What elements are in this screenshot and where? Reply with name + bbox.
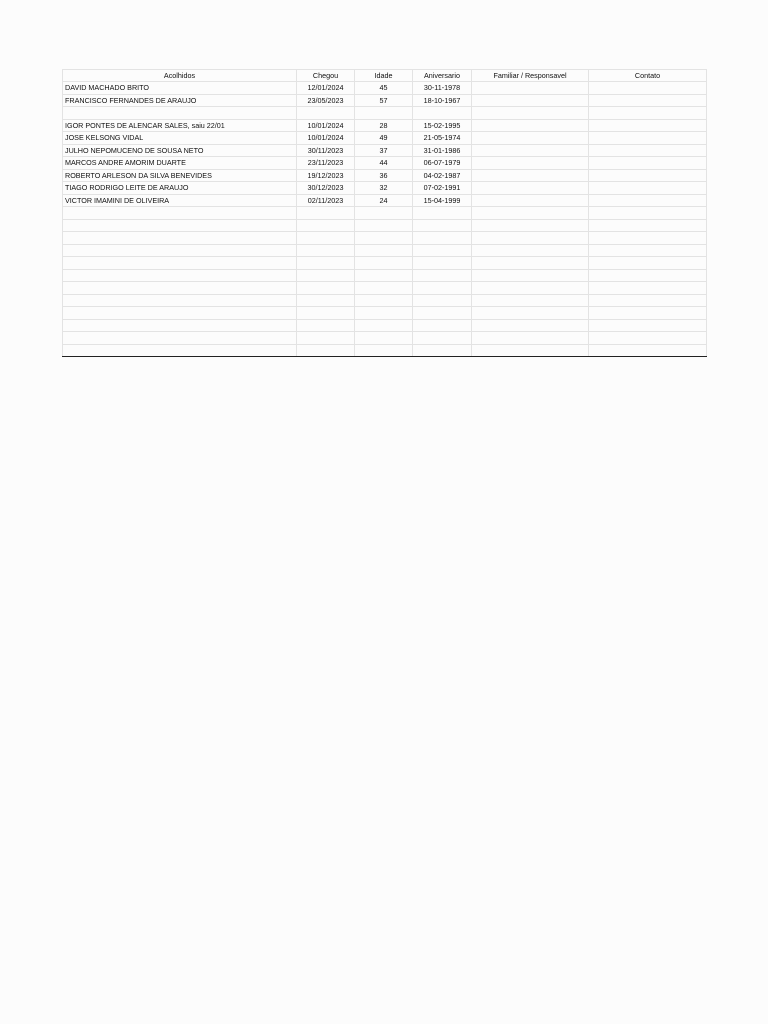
arrival-date-cell: 02/11/2023 (297, 194, 355, 207)
arrival-date-cell (297, 269, 355, 282)
age-cell (355, 282, 413, 295)
arrival-date-cell (297, 319, 355, 332)
name-cell: TIAGO RODRIGO LEITE DE ARAUJO (63, 182, 297, 195)
guardian-cell (472, 307, 589, 320)
age-cell (355, 294, 413, 307)
name-cell: IGOR PONTES DE ALENCAR SALES, saiu 22/01 (63, 119, 297, 132)
column-header-chegou: Chegou (297, 70, 355, 82)
arrival-date-cell (297, 282, 355, 295)
birthday-cell: 18-10-1967 (413, 94, 472, 107)
name-cell (63, 307, 297, 320)
guardian-cell (472, 107, 589, 120)
arrival-date-cell (297, 207, 355, 220)
table-row (63, 169, 707, 182)
residents-table (62, 69, 707, 357)
name-cell (63, 107, 297, 120)
guardian-cell (472, 169, 589, 182)
guardian-cell (472, 144, 589, 157)
arrival-date-cell: 12/01/2024 (297, 82, 355, 95)
table-row (63, 157, 707, 170)
arrival-date-cell (297, 344, 355, 357)
name-cell (63, 332, 297, 345)
birthday-cell (413, 269, 472, 282)
guardian-cell (472, 269, 589, 282)
arrival-date-cell: 23/05/2023 (297, 94, 355, 107)
contact-cell (589, 319, 707, 332)
guardian-cell (472, 132, 589, 145)
guardian-cell (472, 119, 589, 132)
name-cell (63, 269, 297, 282)
birthday-cell (413, 244, 472, 257)
age-cell: 49 (355, 132, 413, 145)
arrival-date-cell (297, 307, 355, 320)
table-row (63, 269, 707, 282)
name-cell (63, 219, 297, 232)
age-cell (355, 307, 413, 320)
birthday-cell (413, 344, 472, 357)
table-row (63, 294, 707, 307)
contact-cell (589, 244, 707, 257)
name-cell (63, 294, 297, 307)
arrival-date-cell: 30/11/2023 (297, 144, 355, 157)
table-row (63, 219, 707, 232)
guardian-cell (472, 257, 589, 270)
table-body (63, 82, 707, 357)
table-row (63, 257, 707, 270)
contact-cell (589, 94, 707, 107)
arrival-date-cell (297, 244, 355, 257)
table-row (63, 119, 707, 132)
age-cell (355, 232, 413, 245)
guardian-cell (472, 232, 589, 245)
name-cell (63, 244, 297, 257)
arrival-date-cell (297, 257, 355, 270)
column-header-idade: Idade (355, 70, 413, 82)
column-header-familiar-responsavel: Familiar / Responsavel (472, 70, 589, 82)
contact-cell (589, 157, 707, 170)
birthday-cell (413, 294, 472, 307)
age-cell (355, 107, 413, 120)
contact-cell (589, 219, 707, 232)
birthday-cell (413, 332, 472, 345)
birthday-cell: 30-11-1978 (413, 82, 472, 95)
contact-cell (589, 169, 707, 182)
birthday-cell: 15-04-1999 (413, 194, 472, 207)
table-row (63, 107, 707, 120)
spreadsheet (62, 69, 706, 357)
age-cell (355, 207, 413, 220)
arrival-date-cell (297, 332, 355, 345)
birthday-cell (413, 319, 472, 332)
table-row (63, 94, 707, 107)
birthday-cell: 04-02-1987 (413, 169, 472, 182)
name-cell (63, 232, 297, 245)
contact-cell (589, 119, 707, 132)
column-header-contato: Contato (589, 70, 707, 82)
birthday-cell (413, 257, 472, 270)
age-cell: 36 (355, 169, 413, 182)
table-row (63, 182, 707, 195)
age-cell (355, 219, 413, 232)
table-row (63, 307, 707, 320)
age-cell: 45 (355, 82, 413, 95)
table-row (63, 207, 707, 220)
birthday-cell (413, 282, 472, 295)
table-row (63, 344, 707, 357)
table-row (63, 144, 707, 157)
guardian-cell (472, 82, 589, 95)
birthday-cell (413, 232, 472, 245)
guardian-cell (472, 294, 589, 307)
guardian-cell (472, 194, 589, 207)
name-cell (63, 257, 297, 270)
age-cell: 37 (355, 144, 413, 157)
guardian-cell (472, 207, 589, 220)
name-cell (63, 319, 297, 332)
column-header-acolhidos: Acolhidos (63, 70, 297, 82)
age-cell: 28 (355, 119, 413, 132)
arrival-date-cell (297, 107, 355, 120)
birthday-cell: 06-07-1979 (413, 157, 472, 170)
contact-cell (589, 232, 707, 245)
contact-cell (589, 332, 707, 345)
name-cell: DAVID MACHADO BRITO (63, 82, 297, 95)
guardian-cell (472, 94, 589, 107)
contact-cell (589, 182, 707, 195)
name-cell (63, 282, 297, 295)
contact-cell (589, 269, 707, 282)
name-cell (63, 207, 297, 220)
birthday-cell (413, 107, 472, 120)
age-cell (355, 319, 413, 332)
guardian-cell (472, 182, 589, 195)
birthday-cell (413, 219, 472, 232)
contact-cell (589, 132, 707, 145)
guardian-cell (472, 344, 589, 357)
table-row (63, 332, 707, 345)
age-cell: 32 (355, 182, 413, 195)
name-cell: VICTOR IMAMINI DE OLIVEIRA (63, 194, 297, 207)
contact-cell (589, 282, 707, 295)
age-cell: 44 (355, 157, 413, 170)
name-cell: FRANCISCO FERNANDES DE ARAUJO (63, 94, 297, 107)
arrival-date-cell: 23/11/2023 (297, 157, 355, 170)
arrival-date-cell (297, 294, 355, 307)
table-row (63, 282, 707, 295)
arrival-date-cell: 10/01/2024 (297, 132, 355, 145)
birthday-cell: 21-05-1974 (413, 132, 472, 145)
birthday-cell (413, 307, 472, 320)
table-row (63, 244, 707, 257)
guardian-cell (472, 244, 589, 257)
guardian-cell (472, 219, 589, 232)
column-header-aniversario: Aniversario (413, 70, 472, 82)
contact-cell (589, 344, 707, 357)
arrival-date-cell (297, 232, 355, 245)
header-row (63, 70, 707, 82)
name-cell (63, 344, 297, 357)
age-cell (355, 332, 413, 345)
contact-cell (589, 294, 707, 307)
name-cell: MARCOS ANDRE AMORIM DUARTE (63, 157, 297, 170)
contact-cell (589, 144, 707, 157)
birthday-cell: 07-02-1991 (413, 182, 472, 195)
arrival-date-cell: 19/12/2023 (297, 169, 355, 182)
contact-cell (589, 257, 707, 270)
table-row (63, 82, 707, 95)
birthday-cell (413, 207, 472, 220)
age-cell (355, 257, 413, 270)
table-row (63, 319, 707, 332)
contact-cell (589, 194, 707, 207)
age-cell (355, 344, 413, 357)
birthday-cell: 31-01-1986 (413, 144, 472, 157)
contact-cell (589, 307, 707, 320)
arrival-date-cell: 30/12/2023 (297, 182, 355, 195)
name-cell: JOSE KELSONG VIDAL (63, 132, 297, 145)
age-cell (355, 269, 413, 282)
age-cell (355, 244, 413, 257)
arrival-date-cell: 10/01/2024 (297, 119, 355, 132)
contact-cell (589, 82, 707, 95)
table-row (63, 232, 707, 245)
age-cell: 24 (355, 194, 413, 207)
guardian-cell (472, 282, 589, 295)
table-row (63, 194, 707, 207)
guardian-cell (472, 319, 589, 332)
guardian-cell (472, 332, 589, 345)
contact-cell (589, 107, 707, 120)
table-row (63, 132, 707, 145)
arrival-date-cell (297, 219, 355, 232)
name-cell: JULHO NEPOMUCENO DE SOUSA NETO (63, 144, 297, 157)
age-cell: 57 (355, 94, 413, 107)
birthday-cell: 15-02-1995 (413, 119, 472, 132)
guardian-cell (472, 157, 589, 170)
name-cell: ROBERTO ARLESON DA SILVA BENEVIDES (63, 169, 297, 182)
contact-cell (589, 207, 707, 220)
